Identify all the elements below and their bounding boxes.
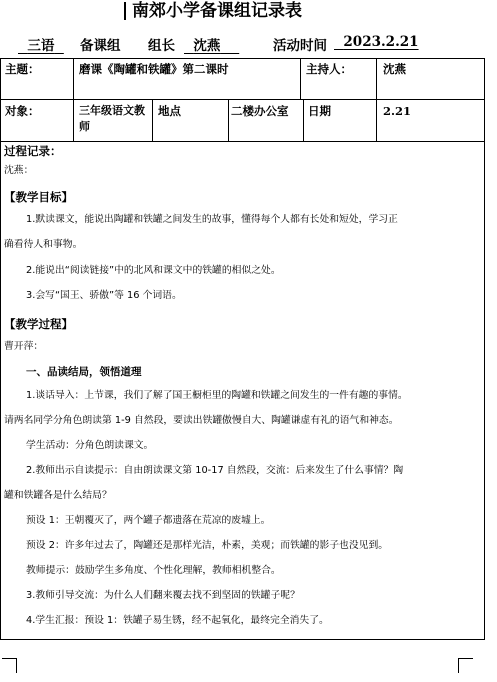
process-title: 过程记录： <box>4 144 62 158</box>
date-value: 2023.2.21 <box>343 34 419 50</box>
speaker-2: 曹开萍： <box>4 341 44 352</box>
page-corner-mark <box>2 658 17 673</box>
goals-heading: 【教学目标】 <box>4 190 73 204</box>
col-divider <box>303 99 304 141</box>
place-label: 地点 <box>158 104 181 118</box>
host-value: 沈燕 <box>383 62 406 76</box>
date-field[interactable] <box>334 34 419 50</box>
document-title: 南郊小学备课组记录表 <box>132 1 302 21</box>
target-label: 对象： <box>5 104 40 118</box>
goal-line: 3.会写“国王、骄傲”等 16 个词语。 <box>26 290 182 301</box>
process-line: 预设 1：王朝覆灭了，两个罐子都遗落在荒凉的废墟上。 <box>26 515 271 526</box>
subject-field[interactable] <box>18 34 64 54</box>
info-line <box>0 34 497 54</box>
group-label: 备课组 <box>80 38 121 54</box>
topic-value: 磨课《陶罐和铁罐》第二课时 <box>79 62 229 76</box>
leader-value: 沈燕 <box>193 38 221 54</box>
topic-label: 主题： <box>5 62 40 76</box>
process-line: 罐和铁罐各是什么结局？ <box>4 490 112 501</box>
date-label: 日期 <box>308 104 331 118</box>
place-value: 二楼办公室 <box>231 104 289 118</box>
col-divider <box>300 59 301 99</box>
col-divider <box>73 59 74 141</box>
target-value: 三年级语文教师 <box>79 104 145 133</box>
page-corner-mark <box>458 658 473 673</box>
record-table <box>0 58 485 640</box>
process-line: 教师提示：鼓励学生多角度、个性化理解，教师相机整合。 <box>26 565 281 576</box>
date-cell-value: 2.21 <box>383 104 412 118</box>
process-line: 1.谈话导入：上节课，我们了解了国王橱柜里的陶罐和铁罐之间发生的一件有趣的事情。 <box>26 390 408 401</box>
col-divider <box>228 99 229 141</box>
process-line: 学生活动：分角色朗读课文。 <box>26 440 154 451</box>
goal-line: 2.能说出“阅读链接”中的北风和课文中的铁罐的相似之处。 <box>26 265 281 276</box>
leader-label: 组长 <box>148 38 175 54</box>
subject-value: 三语 <box>27 38 55 54</box>
col-divider <box>376 59 377 141</box>
goal-line: 1.默读课文，能说出陶罐和铁罐之间发生的故事，懂得每个人都有长处和短处，学习正 <box>26 214 398 225</box>
process-heading: 【教学过程】 <box>4 317 73 331</box>
row-divider <box>1 141 484 142</box>
process-line: 4.学生汇报：预设 1：铁罐子易生锈，经不起氧化，最终完全消失了。 <box>26 615 329 626</box>
goal-line: 确看待人和事物。 <box>4 239 83 250</box>
process-line: 请两名同学分角色朗读第 1-9 自然段，要读出铁罐傲慢自大、陶罐谦虚有礼的语气和神态。 <box>4 415 399 426</box>
leader-field[interactable] <box>184 34 239 54</box>
text-cursor <box>124 2 126 20</box>
process-line: 预设 2：许多年过去了，陶罐还是那样光洁，朴素，美观；而铁罐的影子也没见到。 <box>26 540 389 551</box>
time-label: 活动时间 <box>273 38 327 54</box>
part1-heading: 一、品读结局，领悟道理 <box>26 366 142 378</box>
col-divider <box>152 99 153 141</box>
host-label: 主持人： <box>306 62 352 76</box>
process-line: 3.教师引导交流：为什么人们翻来覆去找不到坚固的铁罐子呢？ <box>26 590 300 601</box>
process-line: 2.教师出示自读提示：自由朗读课文第 10-17 自然段，交流：后来发生了什么事情？陶 <box>26 465 404 476</box>
speaker-1: 沈燕： <box>4 165 34 176</box>
